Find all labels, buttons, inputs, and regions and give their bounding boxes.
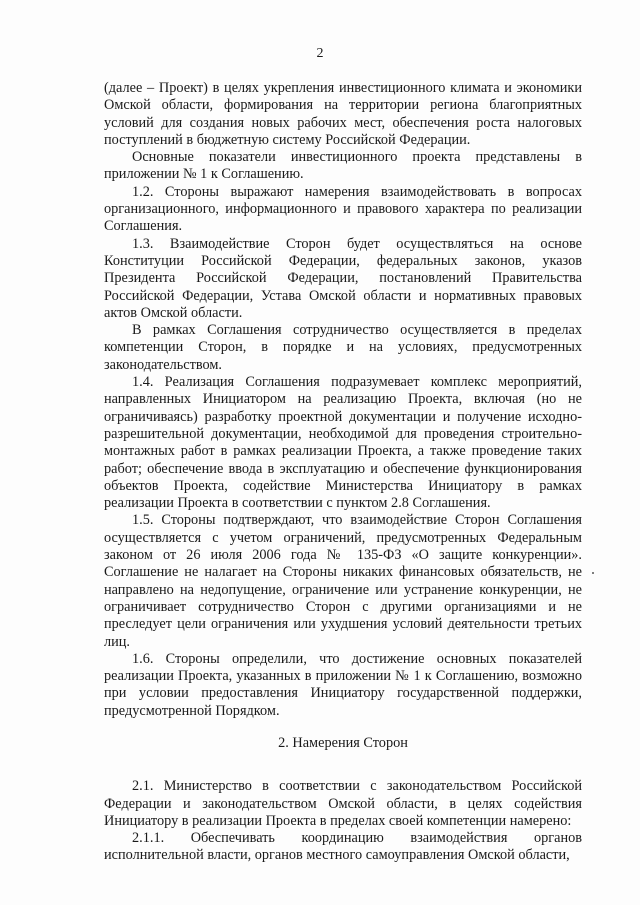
paragraph-cooperation-scope: В рамках Соглашения сотрудничество осуществляется в пределах компетенции Сторон, в порядке и на условиях, предусмотренных законодательством. xyxy=(104,322,582,373)
document-body xyxy=(104,80,582,865)
paragraph-clause-1-2: 1.2. Стороны выражают намерения взаимодействовать в вопросах организационного, информационного и правового характера по реализации Соглашения. xyxy=(104,183,582,235)
paragraph-intro-continuation: (далее – Проект) в целях укрепления инвестиционного климата и экономики Омской области, формирования на территории региона благоприятных условий для создания новых рабочих мест, обеспечения роста налоговых поступлений в бюджетную систему Российской Федерации. xyxy=(104,80,582,148)
page-number: 2 xyxy=(316,46,324,61)
paragraph-clause-2-1-1: 2.1.1. Обеспечивать координацию взаимодействия органов исполнительной власти, органов местного самоуправления Омской области, xyxy=(104,830,582,864)
paragraph-clause-1-6: 1.6. Стороны определили, что достижение основных показателей реализации Проекта, указанных в приложении № 1 к Соглашению, возможно при условии предоставления Инициатору государственной поддержки, предусмотренной Порядком. xyxy=(104,650,582,719)
section-heading: 2. Намерения Сторон xyxy=(278,734,408,751)
paragraph-clause-1-5: 1.5. Стороны подтверждают, что взаимодействие Сторон Соглашения осуществляется с учетом ограничений, предусмотренных Федеральным законом от 26 июля 2006 года № 135-ФЗ «О защите конкуренции». Соглашение не налагает на Стороны никаких финансовых обязательств, не направлено на недопущение, ограничение или устранение конкуренции, не ограничивает сотрудничество Сторон с другими организациями и не преследует цели ограничения или ухудшения условий деятельности третьих лиц. xyxy=(104,512,582,650)
paragraph-clause-2-1: 2.1. Министерство в соответствии с законодательством Российской Федерации и законодательством Омской области, в целях содействия Инициатору в реализации Проекта в пределах своей компетенции намерено: xyxy=(104,778,582,829)
paragraph-key-indicators: Основные показатели инвестиционного проекта представлены в приложении № 1 к Соглашению. xyxy=(104,149,582,183)
paragraph-clause-1-4: 1.4. Реализация Соглашения подразумевает комплекс мероприятий, направленных Инициатором на реализацию Проекта, включая (но не ограничиваясь) разработку проектной документации и получение исходно-разрешительной документации, необходимой для проведения строительно-монтажных работ в рамках реализации Проекта, а также проведение таких работ; обеспечение ввода в эксплуатацию и обеспечение функционирования объектов Проекта, содействие Министерства Инициатору в рамках реализации Проекта в соответствии с пунктом 2.8 Соглашения. xyxy=(104,374,582,512)
scan-artifact-dot xyxy=(592,572,594,574)
paragraph-clause-1-3: 1.3. Взаимодействие Сторон будет осуществляться на основе Конституции Российской Федерации, федеральных законов, указов Президента Российской Федерации, постановлений Правительства Российской Федерации, Устава Омской области и нормативных правовых актов Омской области. xyxy=(104,235,582,321)
